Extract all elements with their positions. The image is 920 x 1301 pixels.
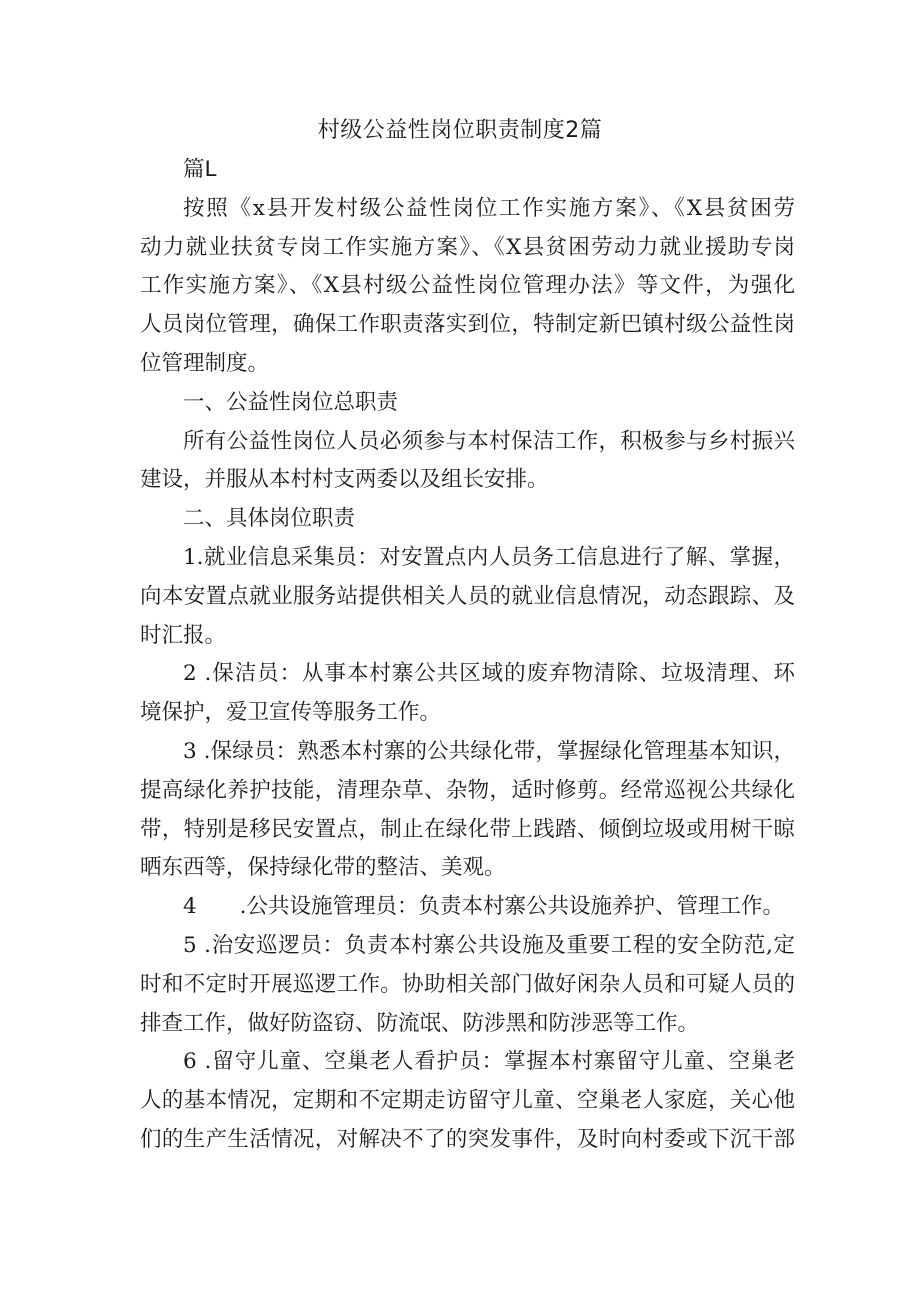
- text-line: 晒东西等，保持绿化带的整洁、美观。: [140, 855, 506, 881]
- text-line: 带，特别是移民安置点，制止在绿化带上践踏、倾倒垃圾或用树干晾: [140, 816, 795, 842]
- paragraph: [140, 151, 795, 190]
- text-line: 们的生产生活情况，对解决不了的突发事件，及时向村委或下沉干部: [140, 1126, 795, 1152]
- text-line: 5 .治安巡逻员：负责本村寨公共设施及重要工程的安全防范,定: [183, 932, 795, 958]
- paragraph: [140, 500, 795, 539]
- text-line: 2 .保洁员：从事本村寨公共区域的废弃物清除、垃圾清理、环: [183, 661, 795, 687]
- text-line: 工作实施方案》、《X县村级公益性岗位管理办法》等文件，为强化: [140, 273, 795, 299]
- text-line: 位管理制度。: [140, 350, 270, 376]
- text-line: 时和不定时开展巡逻工作。协助相关部门做好闲杂人员和可疑人员的: [140, 971, 795, 997]
- text-line: 境保护，爱卫宣传等服务工作。: [140, 700, 442, 726]
- text-line: 动力就业扶贫专岗工作实施方案》、《X县贫困劳动力就业援助专岗: [140, 234, 795, 260]
- text-line: 时汇报。: [140, 622, 227, 648]
- paragraph: [140, 539, 795, 655]
- text-line: 建设，并服从本村村支两委以及组长安排。: [140, 467, 549, 493]
- text-line: 提高绿化养护技能，清理杂草、杂物，适时修剪。经常巡视公共绿化: [140, 777, 795, 803]
- text-line: 1.就业信息采集员：对安置点内人员务工信息进行了解、掌握，: [183, 544, 795, 570]
- paragraph: [140, 423, 795, 501]
- document-body: [140, 151, 795, 1160]
- paragraph: [140, 1043, 795, 1159]
- text-line: 篇L: [183, 157, 217, 182]
- text-line: 人的基本情况，定期和不定期走访留守儿童、空巢老人家庭，关心他: [140, 1088, 795, 1114]
- text-line: 一、公益性岗位总职责: [183, 389, 399, 415]
- paragraph: [140, 384, 795, 423]
- text-line: 人员岗位管理，确保工作职责落实到位，特制定新巴镇村级公益性岗: [140, 312, 795, 338]
- text-line: 3 .保绿员：熟悉本村寨的公共绿化带，掌握绿化管理基本知识，: [183, 738, 795, 764]
- text-line: 4 .公共设施管理员：负责本村寨公共设施养护、管理工作。: [183, 894, 785, 920]
- text-line: 按照《x县开发村级公益性岗位工作实施方案》、《X县贫困劳: [183, 195, 795, 221]
- text-line: 向本安置点就业服务站提供相关人员的就业信息情况，动态跟踪、及: [140, 583, 795, 609]
- paragraph: [140, 888, 795, 927]
- paragraph: [140, 190, 795, 384]
- text-line: 二、具体岗位职责: [183, 506, 356, 532]
- paragraph: [140, 655, 795, 733]
- text-line: 排查工作，做好防盗窃、防流氓、防涉黑和防涉恶等工作。: [140, 1010, 700, 1036]
- text-line: 所有公益性岗位人员必须参与本村保洁工作，积极参与乡村振兴: [183, 428, 795, 454]
- text-line: 6 .留守儿童、空巢老人看护员：掌握本村寨留守儿童、空巢老: [183, 1049, 795, 1075]
- document-title: 村级公益性岗位职责制度2篇: [317, 118, 603, 143]
- paragraph: [140, 927, 795, 1043]
- paragraph: [140, 733, 795, 888]
